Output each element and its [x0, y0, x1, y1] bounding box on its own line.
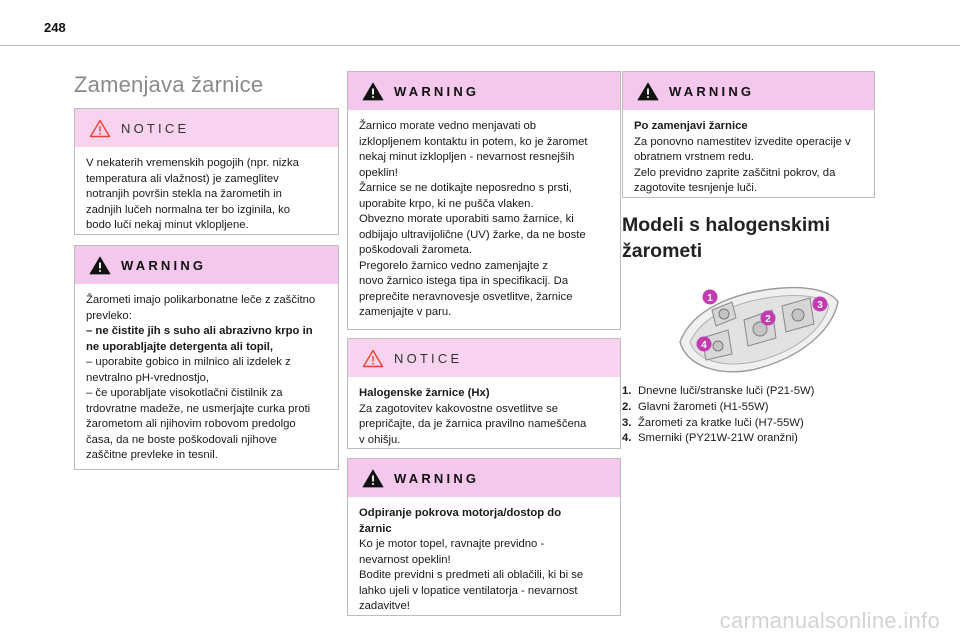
warning-box-after-replacement — [622, 71, 875, 198]
warning-box-bonnet — [347, 458, 621, 616]
text-line: Bodite previdni s predmeti ali oblačili, ki bi se — [359, 569, 584, 581]
text-line: izklopljenem kontaktu in potem, ko je žaromet — [359, 135, 588, 148]
list-item-number: 3. — [622, 416, 632, 429]
text-line: časa, da ne boste poškodovali njihove — [86, 433, 277, 446]
warning-box-lenses — [74, 245, 339, 470]
notice-header — [348, 339, 620, 377]
text-line: v ohišju. — [359, 433, 401, 446]
text-line: Pregorelo žarnico vedno zamenjajte z — [359, 259, 549, 272]
text-line: Odpiranje pokrova motorja/dostop do — [359, 507, 562, 519]
warning-label: WARNING — [394, 470, 480, 486]
callout-number: 3 — [817, 300, 823, 311]
text-line: bodo luči nekaj minut vklopljene. — [86, 219, 249, 231]
text-line: poškodovali žarometa. — [359, 244, 473, 256]
list-item-text: Glavni žarometi (H1-55W) — [638, 400, 769, 413]
text-line: zadavitve! — [359, 600, 410, 612]
warning-header — [75, 246, 338, 284]
text-line: – če uporabljate visokotlačni čistilnik za — [86, 387, 283, 399]
text-line: Žarometi imajo polikarbonatne leče z zaščitno — [86, 294, 316, 306]
list-item-text: Dnevne luči/stranske luči (P21-5W) — [638, 385, 815, 397]
callout-number: 1 — [707, 293, 713, 304]
header-rule — [0, 45, 960, 46]
callout-number: 4 — [701, 340, 707, 351]
text-line: uporabite krpo, ki ne pušča vlaken. — [359, 197, 534, 210]
text-line: prevleko: — [86, 309, 132, 322]
warning-body — [348, 497, 620, 625]
warning-header — [348, 459, 620, 497]
text-line: Za zagotovitev kakovostne osvetlitve se — [359, 402, 559, 415]
text-line: nevarnost opeklin! — [359, 553, 451, 566]
callout-marker-1 — [703, 290, 718, 305]
text-line: žarnic — [359, 522, 392, 535]
warning-triangle-icon — [362, 82, 384, 101]
callout-marker-4 — [697, 337, 712, 352]
callout-number: 2 — [765, 314, 771, 325]
text-line: zamenjajte v paru. — [359, 306, 452, 318]
page-number: 248 — [44, 20, 66, 35]
notice-body — [75, 147, 338, 244]
text-line: V nekaterih vremenskih pogojih (npr. nizka — [86, 157, 299, 169]
text-line: Žarnico morate vedno menjavati ob — [359, 120, 537, 132]
list-item — [622, 431, 814, 447]
text-line: zadnjih lučeh normalna ter bo izginila, ko — [86, 203, 291, 216]
text-line: obratnem vrstnem redu. — [634, 151, 754, 163]
caution-triangle-icon — [89, 119, 111, 138]
text-line: Ko je motor topel, ravnajte previdno - — [359, 538, 545, 550]
callout-marker-3 — [813, 297, 828, 312]
warning-label: WARNING — [394, 83, 480, 99]
text-line: preprečite neravnovesje osvetlitve, žarnice — [359, 290, 573, 303]
warning-box-bulb-handling — [347, 71, 621, 330]
text-line: Halogenske žarnice (Hx) — [359, 387, 490, 399]
text-line: lahko ujeli v lopatice ventilatorja - nevarnost — [359, 584, 578, 597]
text-line: Žarnice se ne dotikajte neposredno s prsti, — [359, 182, 572, 194]
warning-header — [348, 72, 620, 110]
warning-triangle-icon — [89, 256, 111, 275]
list-item-number: 1. — [622, 385, 632, 397]
warning-label: WARNING — [121, 257, 207, 273]
notice-label: NOTICE — [394, 350, 463, 366]
list-item — [622, 416, 814, 432]
callout-marker-2 — [761, 311, 776, 326]
section-title — [622, 212, 872, 264]
text-line: Zelo previdno zaprite zaščitni pokrov, da — [634, 166, 836, 179]
section-title-line: Modeli s halogenskimi — [622, 214, 831, 236]
list-item — [622, 384, 814, 400]
text-line: trdovratne madeže, ne usmerjajte curka proti — [86, 402, 311, 415]
list-item-number: 4. — [622, 432, 632, 445]
section-title-line: žarometi — [622, 240, 703, 262]
page-title: Zamenjava žarnice — [74, 72, 264, 97]
text-line: zaščitne prevleke in tesnil. — [86, 449, 218, 461]
warning-body — [75, 284, 338, 474]
list-item-number: 2. — [622, 400, 632, 413]
text-line: novo žarnico istega tipa in specifikacij. Da — [359, 275, 569, 287]
bulb-list — [622, 384, 814, 447]
text-line: notranjih površin stekla na žarometih in — [86, 188, 282, 200]
warning-header — [623, 72, 874, 110]
warning-body — [348, 110, 620, 331]
text-line: Obvezno morate uporabiti samo žarnice, ki — [359, 213, 574, 225]
text-line: zagotovite tesnjenje luči. — [634, 182, 758, 194]
notice-box-fogging — [74, 108, 339, 235]
watermark-footer: carmanualsonline.info — [719, 608, 940, 633]
notice-header — [75, 109, 338, 147]
text-line: žarometom ali njihovim robovom predolgo — [86, 418, 296, 430]
headlamp-illustration — [672, 280, 842, 375]
list-item-text: Žarometi za kratke luči (H7-55W) — [638, 416, 804, 429]
text-line: temperatura ali vlažnost) je zameglitev — [86, 172, 279, 185]
text-line: – uporabite gobico in milnico ali izdelek z — [86, 356, 291, 368]
list-item-text: Smerniki (PY21W-21W oranžni) — [638, 432, 798, 445]
text-line: – ne čistite jih s suho ali abrazivno krpo in — [86, 325, 313, 337]
text-line: Po zamenjavi žarnice — [634, 120, 748, 132]
text-line: nekaj minut izklopljen - nevarnost resnejših — [359, 151, 575, 163]
notice-body — [348, 377, 620, 458]
list-item — [622, 400, 814, 416]
warning-label: WARNING — [669, 83, 755, 99]
text-line: odbijajo ultravijolične (UV) žarke, da ne boste — [359, 228, 586, 241]
warning-triangle-icon — [637, 82, 659, 101]
warning-triangle-icon — [362, 469, 384, 488]
warning-body — [623, 110, 874, 207]
caution-triangle-icon — [362, 349, 384, 368]
text-line: ne uporabljajte detergenta ali topil, — [86, 340, 274, 353]
text-line: opeklin! — [359, 166, 398, 179]
notice-box-halogen — [347, 338, 621, 449]
text-line: prepričajte, da je žarnica pravilno nameščena — [359, 418, 587, 430]
text-line: nevtralno pH-vrednostjo, — [86, 371, 210, 384]
text-line: Za ponovno namestitev izvedite operacije v — [634, 135, 851, 148]
notice-label: NOTICE — [121, 120, 190, 136]
